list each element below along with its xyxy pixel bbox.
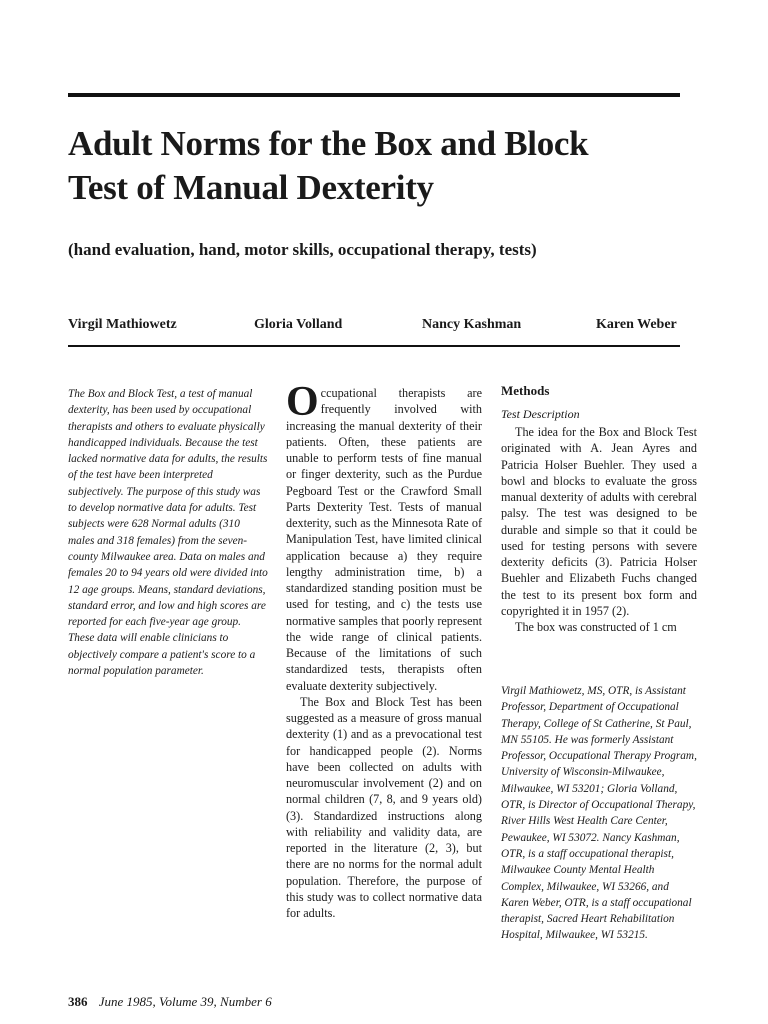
page-footer (68, 994, 272, 1010)
title-line-1: Adult Norms for the Box and Block (68, 124, 589, 163)
drop-cap: O (286, 379, 319, 425)
methods-paragraph: The idea for the Box and Block Test originated with A. Jean Ayres and Patricia Holser Buehler. They used a bowl and blocks to evaluate the gross manual dexterity of adults with cerebral palsy. The test was designed to be durable and simple so that it could be used for testing persons with severe dexterity deficits (3). Patricia Holser Buehler and Elizabeth Fuchs changed the test to its present box form and copyrighted it in 1957 (2). (501, 425, 697, 618)
page-number: 386 (68, 994, 88, 1009)
journal-issue: June 1985, Volume 39, Number 6 (98, 994, 272, 1009)
title-line-2: Test of Manual Dexterity (68, 168, 434, 207)
abstract: The Box and Block Test, a test of manual dexterity, has been used by occupational therapists and others to evaluate physically handicapped individuals. Because the test lacked normative data for adults, the results of the test have been interpreted subjectively. The purpose of this study was to develop normative data for adults. Test subjects were 628 Normal adults (310 males and 318 females) from the seven-county Milwaukee area. Data on males and females 20 to 94 years old were divided into 12 age groups. Means, standard deviations, standard error, and low and high scores are reported for each five-year age group. These data will enable clinicians to objectively compare a patient's score to a normal population parameter. (68, 388, 268, 678)
author-name: Karen Weber (596, 317, 677, 332)
author-list (68, 317, 680, 337)
subsection-heading: Test Description (501, 407, 580, 421)
intro-paragraph-text: ccupational therapists are frequently involved with increasing the manual dexterity of their patients. Often, these patients are unable to perform tests of fine manual or finger dexterity, such as the Purdue Pegboard Test or the Crawford Small Parts Dexterity Test. Tests of manual dexterity, such as the Minnesota Rate of Manipulation Test, have limited clinical application because a) they require lengthy administration time, b) a standardized standing position must be used for testing, and c) the tests use normative samples that poorly represent the wide range of clinical patients. Because of the limitations of such standardized tests, therapists often evaluate dexterity subjectively. (286, 386, 482, 693)
methods-column (501, 382, 697, 635)
author-name: Nancy Kashman (422, 317, 522, 332)
section-heading: Methods (501, 383, 550, 398)
intro-paragraph (286, 379, 482, 694)
intro-paragraph: The Box and Block Test has been suggested as a measure of gross manual dexterity (1) and as a prevocational test for handicapped people (2). Norms have been collected on adults with neuromuscular involvement (2) and on normal children (7, 8, and 9 years old) (3). Standardized instructions along with reliability and validity data, are reported in the literature (2, 3), but there are no norms for the normal adult population. Therefore, the purpose of this study was to collect normative data for adults. (286, 694, 482, 920)
top-rule (68, 93, 680, 97)
author-affiliations: Virgil Mathiowetz, MS, OTR, is Assistant Professor, Department of Occupational Therapy, College of St Catherine, St Paul, MN 55105. He was formerly Assistant Professor, Occupational Therapy Program, University of Wisconsin-Milwaukee, Milwaukee, WI 53201; Gloria Volland, OTR, is Director of Occupational Therapy, River Hills West Health Care Center, Pewaukee, WI 53072. Nancy Kashman, OTR, is a staff occupational therapist, Milwaukee County Mental Health Complex, Milwaukee, WI 53266, and Karen Weber, OTR, is a staff occupational therapist, Sacred Heart Rehabilitation Hospital, Milwaukee, WI 53215. (501, 685, 697, 942)
author-name: Virgil Mathiowetz (68, 317, 177, 332)
introduction-column (286, 379, 482, 921)
keywords: (hand evaluation, hand, motor skills, occupational therapy, tests) (68, 240, 537, 259)
author-rule (68, 345, 680, 347)
author-name: Gloria Volland (254, 317, 343, 332)
methods-paragraph: The box was constructed of 1 cm (515, 620, 677, 634)
article-title (68, 122, 688, 210)
